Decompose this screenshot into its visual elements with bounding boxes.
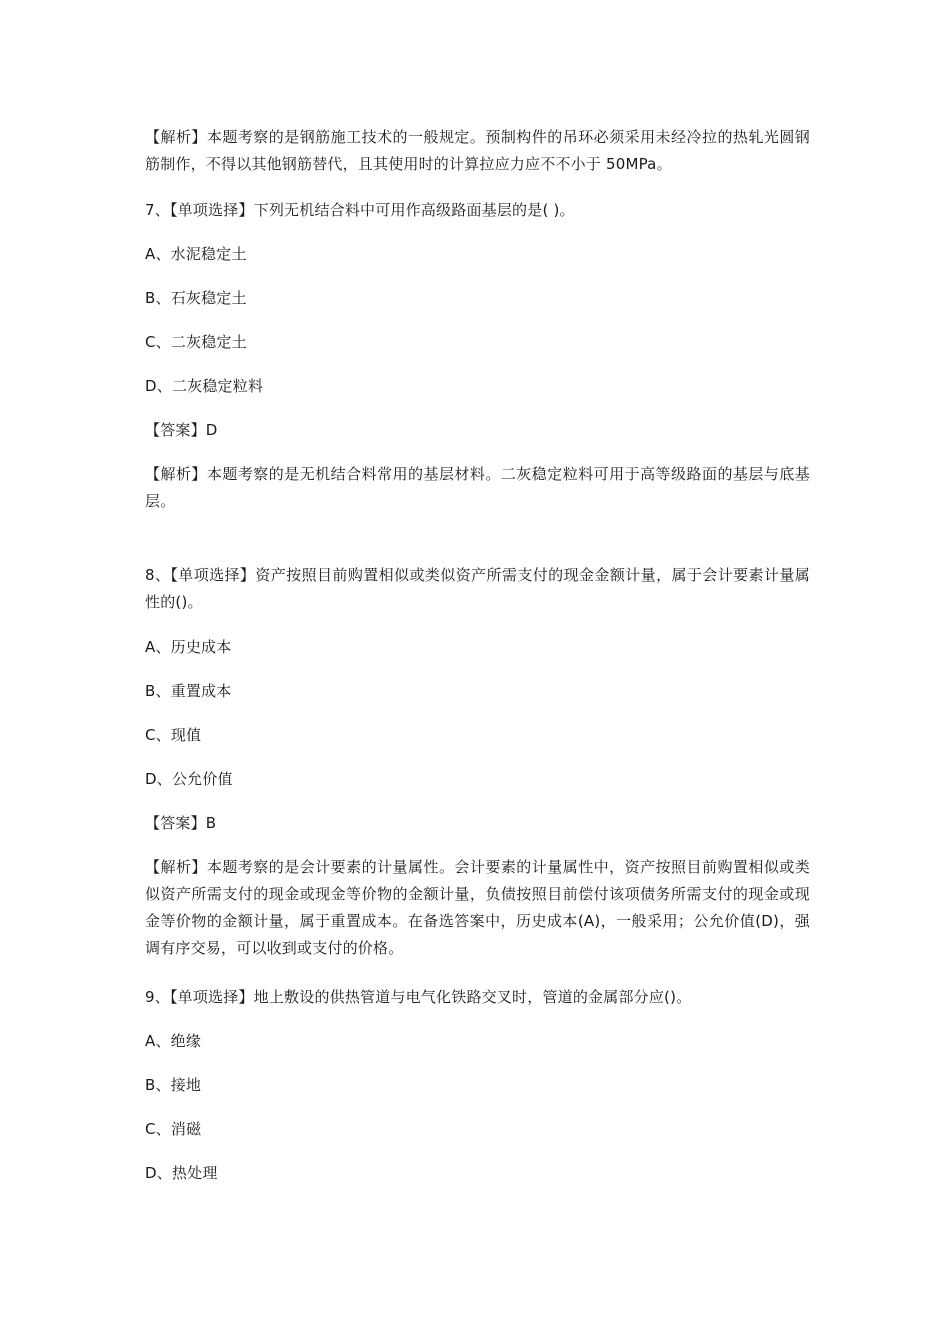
q9-option-a: A、绝缘 xyxy=(145,1032,202,1050)
q8-option-b: B、重置成本 xyxy=(145,682,232,700)
q7-option-a: A、水泥稳定土 xyxy=(145,245,247,263)
q6-explanation: 【解析】本题考察的是钢筋施工技术的一般规定。预制构件的吊环必须采用未经冷拉的热轧光圆钢筋制作，不得以其他钢筋替代，且其使用时的计算拉应力应不不小于 50MPa。 xyxy=(145,128,810,173)
q7-explanation: 【解析】本题考察的是无机结合料常用的基层材料。二灰稳定粒料可用于高等级路面的基层与底基层。 xyxy=(145,465,810,510)
q7-option-d: D、二灰稳定粒料 xyxy=(145,377,264,395)
q9-option-b: B、接地 xyxy=(145,1076,202,1094)
q8-question: 8、【单项选择】资产按照目前购置相似或类似资产所需支付的现金金额计量，属于会计要素计量属性的()。 xyxy=(145,566,810,611)
q7-option-b: B、石灰稳定土 xyxy=(145,289,247,307)
q9-option-d: D、热处理 xyxy=(145,1164,218,1182)
q8-option-d: D、公允价值 xyxy=(145,770,233,788)
q7-answer: 【答案】D xyxy=(145,421,218,439)
q8-explanation: 【解析】本题考察的是会计要素的计量属性。会计要素的计量属性中，资产按照目前购置相似或类似资产所需支付的现金或现金等价物的金额计量，负债按照目前偿付该项债务所需支付的现金或现金等价物的金额计量，属于重置成本。在备选答案中，历史成本(A)，一般采用；公允价值(D)，强调有序交易，可以收到或支付的价格。 xyxy=(145,858,810,957)
q9-option-c: C、消磁 xyxy=(145,1120,202,1138)
q7-question: 7、【单项选择】下列无机结合料中可用作高级路面基层的是( )。 xyxy=(145,201,575,219)
q7-option-c: C、二灰稳定土 xyxy=(145,333,247,351)
q8-answer: 【答案】B xyxy=(145,814,217,832)
q8-option-c: C、现值 xyxy=(145,726,202,744)
q8-option-a: A、历史成本 xyxy=(145,638,232,656)
q9-question: 9、【单项选择】地上敷设的供热管道与电气化铁路交叉时，管道的金属部分应()。 xyxy=(145,988,692,1006)
